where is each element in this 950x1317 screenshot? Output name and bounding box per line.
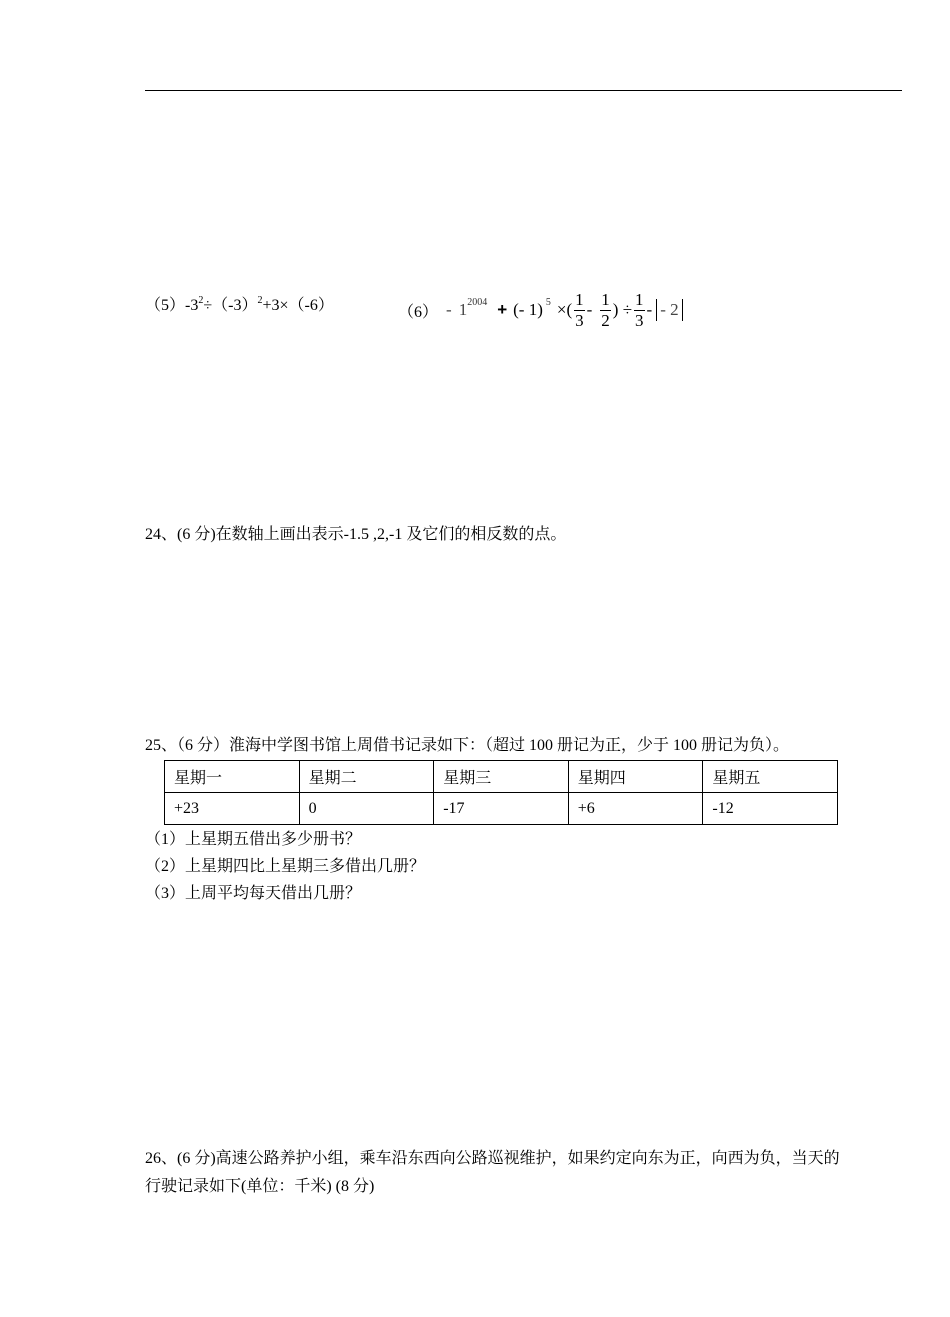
question-26-line-1: 26、(6 分)高速公路养护小组，乘车沿东西向公路巡视维护，如果约定向东为正，向西为负，当天的 [145,1150,840,1167]
table-header-cell: 星期三 [434,761,569,793]
table-cell: -12 [703,793,838,825]
q6-minus-3: - [646,300,653,319]
header-rule [145,90,902,91]
table-header-cell: 星期四 [568,761,703,793]
q6-fraction-2-numerator: 1 [601,289,610,309]
q6-fraction-1-numerator: 1 [575,289,584,309]
question-6 [398,286,683,334]
q6-exponent-2004: 2004 [467,296,488,308]
question-25-sub-2: （2）上星期四比上星期三多借出几册？ [145,858,426,875]
question-5 [145,295,334,317]
q6-exponent-5: 5 [545,296,551,308]
table-row [165,793,838,825]
table-cell: -17 [434,793,569,825]
q6-fraction-3-numerator: 1 [635,289,644,309]
q6-times: ×( [556,300,573,319]
question-25-sub-3: （3）上周平均每天借出几册？ [145,885,362,902]
table-header-row [165,761,838,793]
question-24: 24、(6 分)在数轴上画出表示-1.5 ,2,-1 及它们的相反数的点。 [145,526,567,543]
table-header-cell: 星期二 [299,761,434,793]
table-header-cell: 星期五 [703,761,838,793]
q6-one: 1 [458,300,468,319]
q6-neg-one: (- 1) [513,300,543,319]
q6-absolute-value: - 2 [656,299,682,321]
q5-middle: ÷（-3） [203,297,258,314]
q6-minus-1: - [446,300,452,319]
q5-exponent-1: 2 [198,295,204,306]
table-cell: +6 [568,793,703,825]
q5-exponent-2: 2 [257,295,263,306]
q6-plus: + [497,300,508,319]
question-25: 25、（6 分）淮海中学图书馆上周借书记录如下：（超过 100 册记为正，少于 100 册记为负）。 [145,737,790,754]
q6-label: （6） [398,303,439,321]
q6-fraction-2 [600,290,611,331]
q6-fraction-1 [574,290,585,331]
q6-fraction-1-denominator: 3 [575,310,584,330]
q6-fraction-3 [634,290,645,331]
question-25-sub-1: （1）上星期五借出多少册书？ [145,831,362,848]
table-header-cell: 星期一 [165,761,300,793]
q6-fraction-3-denominator: 3 [635,310,644,330]
q6-fraction-2-denominator: 2 [601,310,610,330]
question-26-line-2: 行驶记录如下(单位：千米) (8 分) [145,1178,375,1195]
q6-minus-2: - [586,300,593,319]
table-cell: +23 [165,793,300,825]
borrow-record-table [164,760,838,825]
q6-close-divide: ) ÷ [612,300,633,319]
q5-tail: +3×（-6） [262,297,334,314]
table-cell: 0 [299,793,434,825]
q5-label: （5）-3 [145,297,199,314]
